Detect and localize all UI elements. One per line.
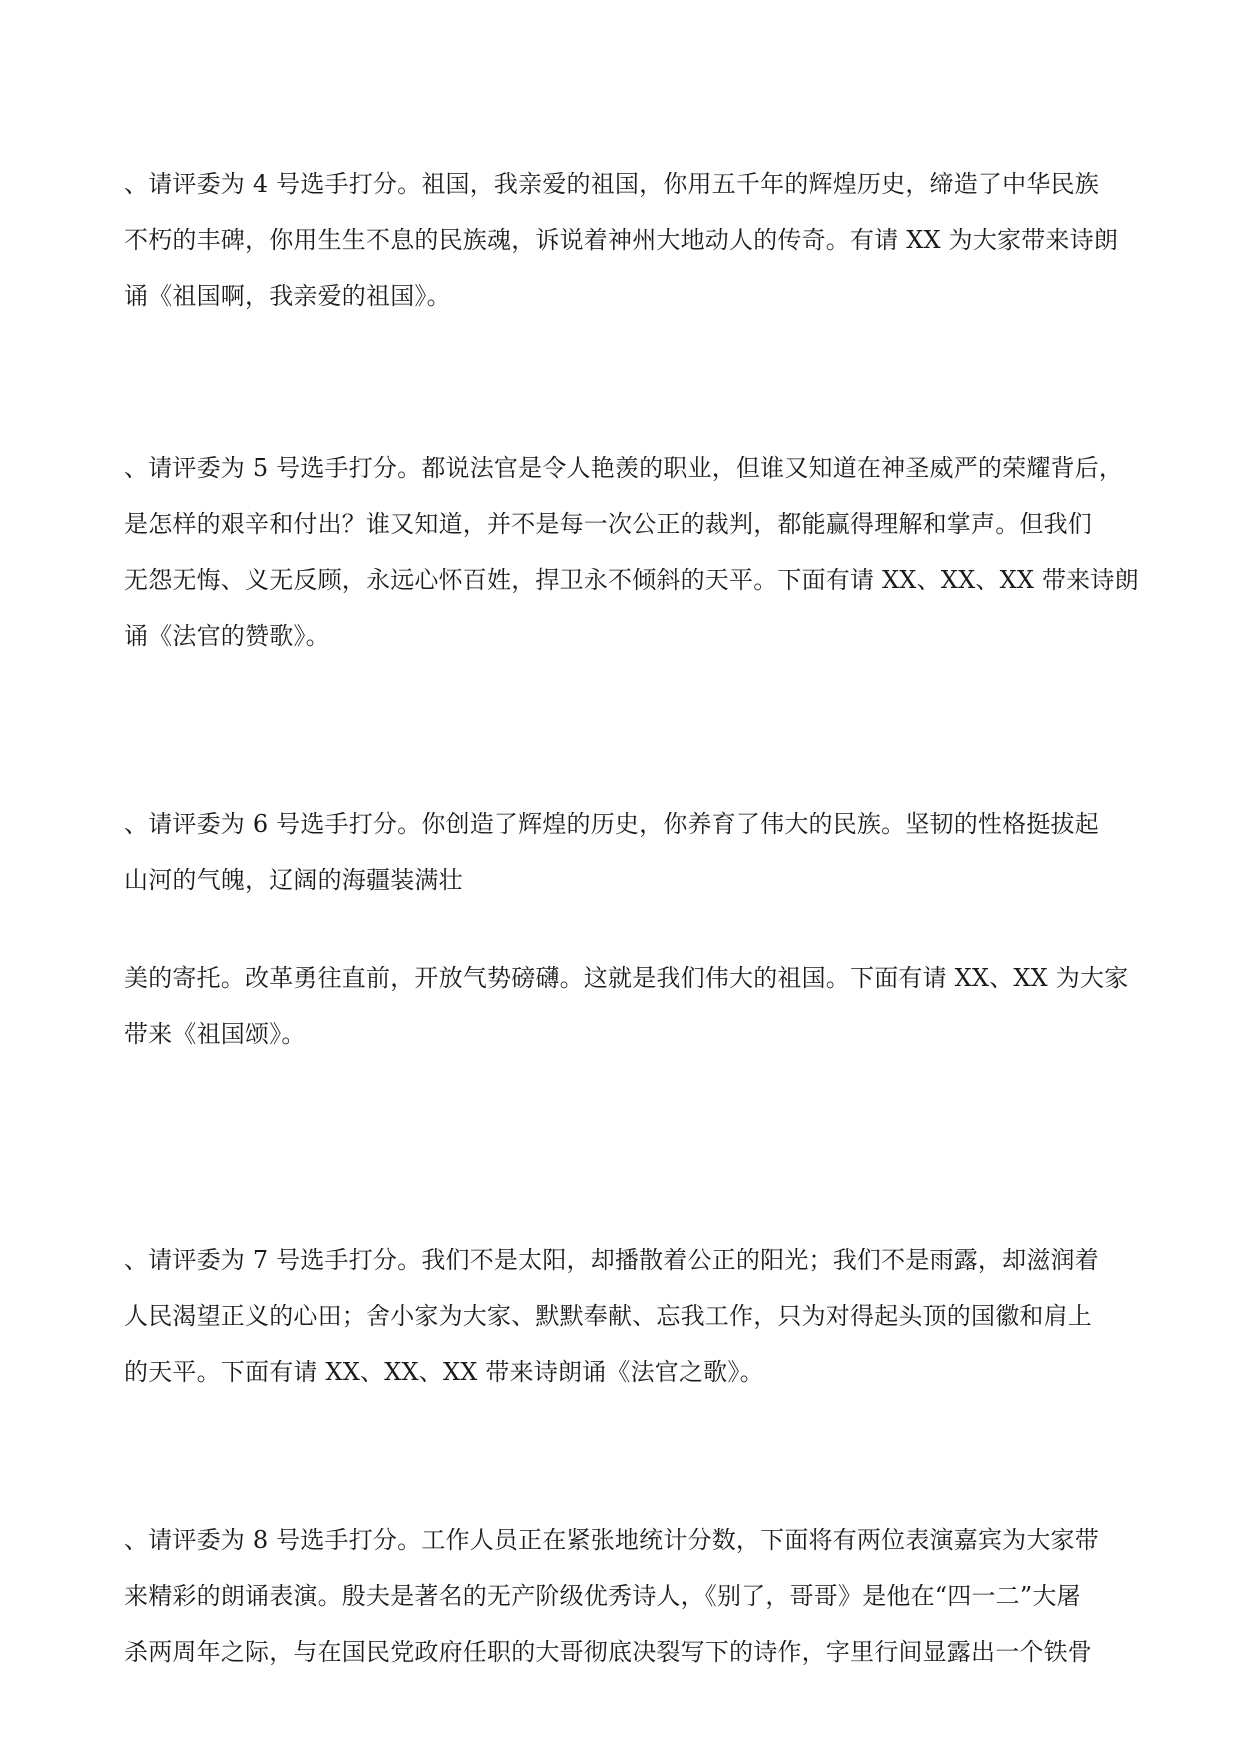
paragraph-line: 、请评委为 7 号选手打分。我们不是太阳，却播散着公正的阳光；我们不是雨露，却滋润着 <box>124 1246 1099 1274</box>
paragraph-line: 来精彩的朗诵表演。殷夫是著名的无产阶级优秀诗人，《别了，哥哥》是他在“四一二”大屠 <box>124 1582 1081 1610</box>
paragraph-contestant-6 <box>124 810 1124 894</box>
paragraph-line: 山河的气魄，辽阔的海疆装满壮 <box>124 866 463 894</box>
paragraph-contestant-8 <box>124 1526 1124 1666</box>
paragraph-line: 、请评委为 4 号选手打分。祖国，我亲爱的祖国，你用五千年的辉煌历史，缔造了中华民族 <box>124 170 1099 198</box>
paragraph-line: 人民渴望正义的心田；舍小家为大家、默默奉献、忘我工作，只为对得起头顶的国徽和肩上 <box>124 1302 1092 1330</box>
paragraph-line: 诵《祖国啊，我亲爱的祖国》。 <box>124 282 451 310</box>
paragraph-contestant-7 <box>124 1246 1124 1386</box>
paragraph-line: 诵《法官的赞歌》。 <box>124 622 330 650</box>
paragraph-line: 带来《祖国颂》。 <box>124 1020 306 1048</box>
paragraph-line: 、请评委为 6 号选手打分。你创造了辉煌的历史，你养育了伟大的民族。坚韧的性格挺拔起 <box>124 810 1099 838</box>
paragraph-line: 美的寄托。改革勇往直前，开放气势磅礴。这就是我们伟大的祖国。下面有请 XX、XX 为大家 <box>124 964 1129 992</box>
paragraph-line: 是怎样的艰辛和付出？谁又知道，并不是每一次公正的裁判，都能赢得理解和掌声。但我们 <box>124 510 1092 538</box>
paragraph-line: 无怨无悔、义无反顾，永远心怀百姓，捍卫永不倾斜的天平。下面有请 XX、XX、XX 带来诗朗 <box>124 566 1139 594</box>
paragraph-line: 不朽的丰碑，你用生生不息的民族魂，诉说着神州大地动人的传奇。有请 XX 为大家带来诗朗 <box>124 226 1119 254</box>
paragraph-contestant-6-continued <box>124 964 1129 1048</box>
paragraph-line: 、请评委为 8 号选手打分。工作人员正在紧张地统计分数，下面将有两位表演嘉宾为大家带 <box>124 1526 1099 1554</box>
paragraph-contestant-4 <box>124 170 1124 310</box>
paragraph-line: 杀两周年之际，与在国民党政府任职的大哥彻底决裂写下的诗作，字里行间显露出一个铁骨 <box>124 1638 1092 1666</box>
paragraph-contestant-5 <box>124 454 1139 650</box>
paragraph-line: 、请评委为 5 号选手打分。都说法官是令人艳羡的职业，但谁又知道在神圣威严的荣耀背后， <box>124 454 1124 482</box>
paragraph-line: 的天平。下面有请 XX、XX、XX 带来诗朗诵《法官之歌》。 <box>124 1358 764 1386</box>
